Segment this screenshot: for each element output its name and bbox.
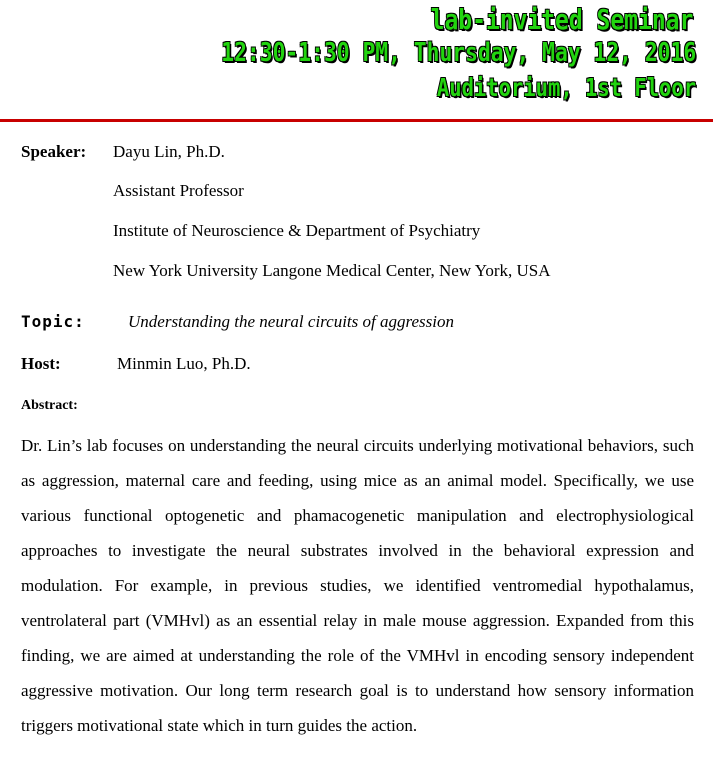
speaker-institution: New York University Langone Medical Center, New York, USA xyxy=(113,261,551,280)
topic-label: Topic: xyxy=(21,312,85,331)
seminar-datetime: 12:30-1:30 PM, Thursday, May 12, 2016 xyxy=(221,38,696,68)
speaker-department: Institute of Neuroscience & Department of Psychiatry xyxy=(113,221,481,240)
abstract-label: Abstract: xyxy=(21,398,78,413)
speaker-title: Assistant Professor xyxy=(113,181,244,200)
seminar-location: Auditorium, 1st Floor xyxy=(436,73,696,102)
host-value: Minmin Luo, Ph.D. xyxy=(117,354,251,373)
abstract-body: Dr. Lin’s lab focuses on understanding the neural circuits underlying motivational behaviors, such as aggression, maternal care and feeding, using mice as an animal model. Specifically, we use various functional optogenetic and phamacogenetic manipulation and electrophysiological approaches to investigate the neural substrates involved in the behavioral expression and modulation. For example, in previous studies, we identified ventromedial hypothalamus, ventrolateral part (VMHvl) as an essential relay in male mouse aggression. Expanded from this finding, we are aimed at understanding the role of the VMHvl in encoding sensory independent aggressive motivation. Our long term research goal is to understand how sensory information triggers motivational state which in turn guides the action. xyxy=(21,436,694,735)
speaker-name: Dayu Lin, Ph.D. xyxy=(113,142,225,161)
header-divider xyxy=(0,119,713,122)
host-label: Host: xyxy=(21,354,61,373)
seminar-title: lab-invited Seminar xyxy=(430,3,693,36)
speaker-label: Speaker: xyxy=(21,142,87,161)
topic-value: Understanding the neural circuits of aggression xyxy=(128,312,454,331)
